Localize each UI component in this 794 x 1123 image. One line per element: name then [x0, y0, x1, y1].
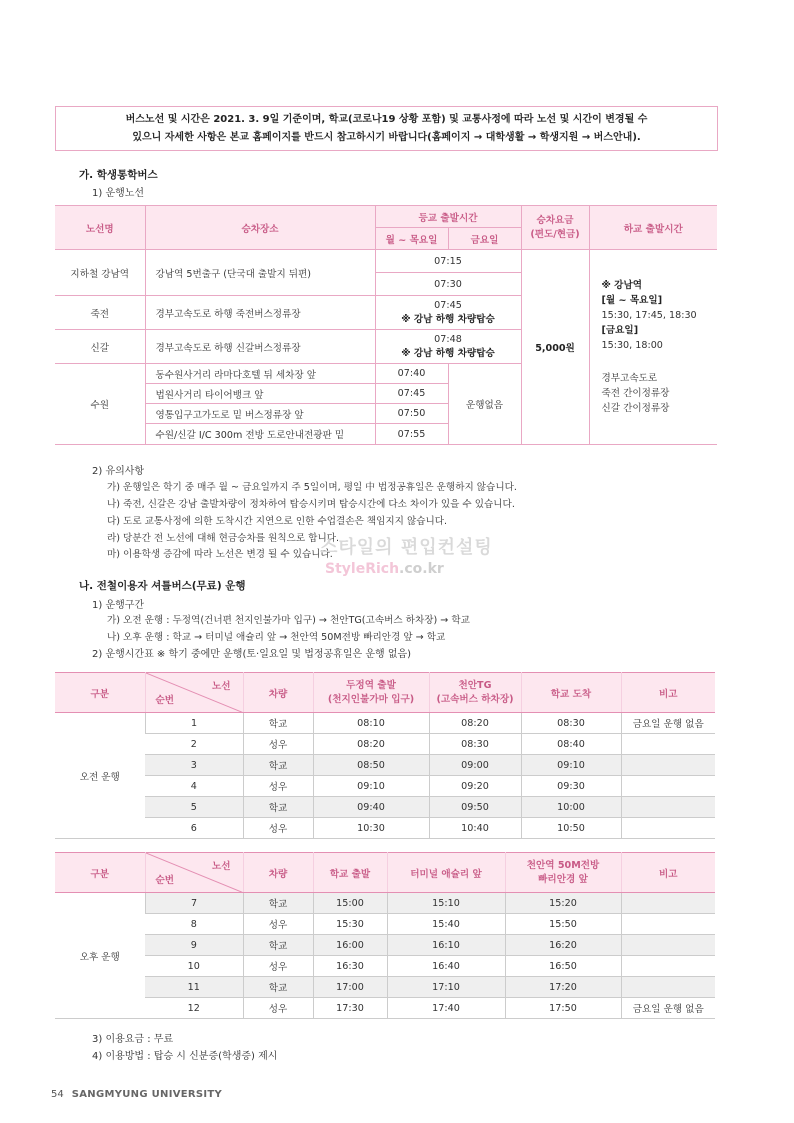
pm-header-no: 순번: [155, 875, 175, 886]
am-time-b: 09:00: [429, 755, 521, 776]
am-no: 3: [145, 755, 243, 776]
am-header-car: 차량: [243, 673, 313, 713]
am-header-no: 순번: [155, 695, 175, 706]
pm-no: 7: [145, 893, 243, 914]
pm-note: [621, 914, 715, 935]
am-time-b: 10:40: [429, 818, 521, 839]
am-schedule-table: [55, 672, 715, 839]
route-am-text: 가) 오전 운행 : 두정역(건너편 천지인불가마 입구) → 천안TG(고속버스 하차장) → 학교: [107, 615, 470, 626]
page-number: 54: [51, 1089, 64, 1100]
pm-car: 학교: [243, 935, 313, 956]
am-header-c2: 천안TG (고속버스 하차장): [429, 673, 521, 713]
time-singal-cell: [375, 330, 521, 364]
pm-time-c: 15:20: [505, 893, 621, 914]
notice-box: [55, 106, 718, 151]
stop-suwon-1: 동수원사거리 라마다호텔 뒤 세차장 앞: [145, 364, 375, 384]
watermark-site: [325, 561, 444, 577]
notice-line-1: 버스노선 및 시간은 2021. 3. 9일 기준이며, 학교(코로나19 상황 포함) 및 교통사정에 따라 노선 및 시간이 변경될 수: [125, 113, 648, 125]
time-suwon-2: 07:45: [375, 384, 448, 404]
pm-car: 성우: [243, 998, 313, 1019]
am-time-a: 09:10: [313, 776, 429, 797]
pm-note: [621, 956, 715, 977]
return-weekday-label: [월 ~ 목요일]: [601, 295, 663, 306]
pm-time-b: 15:40: [387, 914, 505, 935]
pm-header-div: 구분: [55, 853, 145, 893]
watermark-site-a: StyleRich: [325, 561, 400, 577]
am-car: 학교: [243, 797, 313, 818]
header-fare: 승차요금 (편도/현금): [521, 206, 589, 250]
return-friday-times: 15:30, 18:00: [601, 340, 663, 351]
pm-label: 오후 운행: [55, 893, 145, 1019]
am-car: 학교: [243, 713, 313, 734]
pm-car: 성우: [243, 956, 313, 977]
time-singal: 07:48: [434, 333, 462, 345]
am-time-a: 08:20: [313, 734, 429, 755]
return-station: ※ 강남역: [601, 280, 642, 291]
am-time-c: 09:10: [521, 755, 621, 776]
am-time-b: 09:50: [429, 797, 521, 818]
am-header-route: 노선: [211, 681, 231, 692]
fare-cell: 5,000원: [521, 250, 589, 445]
return-weekday-times: 15:30, 17:45, 18:30: [601, 310, 697, 321]
pm-no: 11: [145, 977, 243, 998]
return-stop-3: 신갈 간이정류장: [601, 403, 670, 414]
stop-singal: 경부고속도로 하행 신갈버스정류장: [145, 330, 375, 364]
watermark-text: 스타일의 편입컨설팅: [320, 537, 493, 558]
pm-time-b: 17:40: [387, 998, 505, 1019]
am-no: 4: [145, 776, 243, 797]
am-header-note: 비고: [621, 673, 715, 713]
section-b-title: 나. 전철이용자 셔틀버스(무료) 운행: [79, 580, 246, 592]
am-time-b: 08:20: [429, 713, 521, 734]
time-gangnam-2: 07:30: [375, 273, 521, 296]
stop-suwon-3: 영통입구고가도로 밑 버스정류장 앞: [145, 404, 375, 424]
pm-no: 10: [145, 956, 243, 977]
pm-header-c1: 학교 출발: [313, 853, 387, 893]
pm-header-route: 노선: [211, 861, 231, 872]
am-car: 성우: [243, 776, 313, 797]
time-jukjeon: 07:45: [434, 299, 462, 311]
am-note: 금요일 운행 없음: [621, 713, 715, 734]
watermark-site-b: .co.kr: [399, 561, 444, 577]
header-depart: 등교 출발시간: [375, 206, 521, 228]
stop-gangnam: 강남역 5번출구 (단국대 출발지 뒤편): [145, 250, 375, 296]
am-header-c1: 두정역 출발 (천지인불가마 입구): [313, 673, 429, 713]
pm-time-a: 16:00: [313, 935, 387, 956]
pm-header-c3: 천안역 50M전방 빠리안경 앞: [505, 853, 621, 893]
route-pm-text: 나) 오후 운행 : 학교 → 터미널 애슐리 앞 → 천안역 50M전방 빠리안경 앞 → 학교: [107, 632, 446, 643]
note-5: 마) 이용학생 증감에 따라 노선은 변경 될 수 있습니다.: [107, 549, 333, 560]
pm-car: 학교: [243, 893, 313, 914]
time-gangnam-1: 07:15: [375, 250, 521, 273]
pm-note: [621, 893, 715, 914]
am-note: [621, 797, 715, 818]
route-suwon: 수원: [55, 364, 145, 445]
note-3: 다) 도로 교통사정에 의한 도착시간 지연으로 인한 수업결손은 책임지지 않습니다.: [107, 516, 448, 527]
am-time-c: 10:50: [521, 818, 621, 839]
time-jukjeon-cell: [375, 296, 521, 330]
return-times-cell: [589, 250, 717, 445]
am-note: [621, 755, 715, 776]
stop-suwon-2: 법원사거리 타이어뱅크 앞: [145, 384, 375, 404]
pm-no: 9: [145, 935, 243, 956]
page-footer: [51, 1089, 222, 1100]
route-singal: 신갈: [55, 330, 145, 364]
am-car: 성우: [243, 818, 313, 839]
university-name: SANGMYUNG UNIVERSITY: [71, 1089, 223, 1100]
am-time-b: 08:30: [429, 734, 521, 755]
section-b-sub2: 2) 운행시간표 ※ 학기 중에만 운행(토·일요일 및 법정공휴일은 운행 없음): [92, 649, 412, 660]
am-header-c3: 학교 도착: [521, 673, 621, 713]
pm-time-c: 16:20: [505, 935, 621, 956]
am-no: 2: [145, 734, 243, 755]
note-4: 라) 당분간 전 노선에 대해 현금승차를 원칙으로 합니다.: [107, 533, 340, 544]
pm-time-b: 17:10: [387, 977, 505, 998]
pm-time-c: 15:50: [505, 914, 621, 935]
no-service-cell: 운행없음: [448, 364, 521, 445]
am-note: [621, 776, 715, 797]
am-time-c: 08:40: [521, 734, 621, 755]
am-no: 5: [145, 797, 243, 818]
pm-car: 성우: [243, 914, 313, 935]
am-header-diag: [145, 673, 243, 713]
pm-note: [621, 935, 715, 956]
stop-suwon-4: 수원/신갈 I/C 300m 전방 도로안내전광판 밑: [145, 424, 375, 445]
pm-header-c2: 터미널 애슐리 앞: [387, 853, 505, 893]
am-time-c: 10:00: [521, 797, 621, 818]
pm-time-b: 16:40: [387, 956, 505, 977]
header-weekday: 월 ~ 목요일: [375, 228, 448, 250]
pm-time-a: 17:30: [313, 998, 387, 1019]
note-singal: ※ 강남 하행 차량탑승: [401, 347, 495, 359]
am-no: 1: [145, 713, 243, 734]
am-time-c: 08:30: [521, 713, 621, 734]
pm-time-a: 16:30: [313, 956, 387, 977]
section-b-sub3: 3) 이용요금 : 무료: [92, 1034, 174, 1045]
return-friday-label: [금요일]: [601, 325, 639, 336]
note-1: 가) 운행일은 학기 중 매주 월 ~ 금요일까지 주 5일이며, 평일 中 법정공휴일은 운행하지 않습니다.: [107, 482, 517, 493]
section-a-sub1: 1) 운행노선: [92, 188, 145, 199]
time-suwon-4: 07:55: [375, 424, 448, 445]
pm-time-a: 15:30: [313, 914, 387, 935]
pm-time-b: 15:10: [387, 893, 505, 914]
pm-header-diag: [145, 853, 243, 893]
note-jukjeon: ※ 강남 하행 차량탑승: [401, 313, 495, 325]
pm-car: 학교: [243, 977, 313, 998]
section-b-sub1: 1) 운행구간: [92, 600, 145, 611]
am-time-a: 10:30: [313, 818, 429, 839]
notice-line-2: 있으니 자세한 사항은 본교 홈페이지를 반드시 참고하시기 바랍니다(홈페이지 → 대학생활 → 학생지원 → 버스안내).: [132, 131, 641, 143]
am-label: 오전 운행: [55, 713, 145, 839]
return-stop-2: 죽전 간이정류장: [601, 388, 670, 399]
am-car: 성우: [243, 734, 313, 755]
am-car: 학교: [243, 755, 313, 776]
pm-time-c: 16:50: [505, 956, 621, 977]
pm-time-c: 17:20: [505, 977, 621, 998]
route-jukjeon: 죽전: [55, 296, 145, 330]
am-no: 6: [145, 818, 243, 839]
route-table: [55, 205, 717, 445]
pm-no: 8: [145, 914, 243, 935]
time-suwon-3: 07:50: [375, 404, 448, 424]
am-time-a: 09:40: [313, 797, 429, 818]
pm-no: 12: [145, 998, 243, 1019]
pm-time-a: 15:00: [313, 893, 387, 914]
section-a-sub2: 2) 유의사항: [92, 466, 145, 477]
am-time-a: 08:50: [313, 755, 429, 776]
pm-time-b: 16:10: [387, 935, 505, 956]
time-suwon-1: 07:40: [375, 364, 448, 384]
header-friday: 금요일: [448, 228, 521, 250]
pm-time-a: 17:00: [313, 977, 387, 998]
pm-header-car: 차량: [243, 853, 313, 893]
pm-note: [621, 977, 715, 998]
am-header-div: 구분: [55, 673, 145, 713]
pm-note: 금요일 운행 없음: [621, 998, 715, 1019]
am-time-c: 09:30: [521, 776, 621, 797]
section-a-title: 가. 학생통학버스: [79, 169, 158, 181]
am-note: [621, 818, 715, 839]
pm-time-c: 17:50: [505, 998, 621, 1019]
header-route: 노선명: [55, 206, 145, 250]
section-b-sub4: 4) 이용방법 : 탑승 시 신분증(학생증) 제시: [92, 1051, 278, 1062]
route-gangnam: 지하철 강남역: [55, 250, 145, 296]
pm-schedule-table: [55, 852, 715, 1019]
header-stop: 승차장소: [145, 206, 375, 250]
am-time-b: 09:20: [429, 776, 521, 797]
note-2: 나) 죽전, 신갈은 강남 출발차량이 정차하여 탑승시키며 탑승시간에 다소 차이가 있을 수 있습니다.: [107, 499, 515, 510]
am-note: [621, 734, 715, 755]
stop-jukjeon: 경부고속도로 하행 죽전버스정류장: [145, 296, 375, 330]
pm-header-note: 비고: [621, 853, 715, 893]
return-stop-1: 경부고속도로: [601, 373, 658, 384]
header-return: 하교 출발시간: [589, 206, 717, 250]
am-time-a: 08:10: [313, 713, 429, 734]
